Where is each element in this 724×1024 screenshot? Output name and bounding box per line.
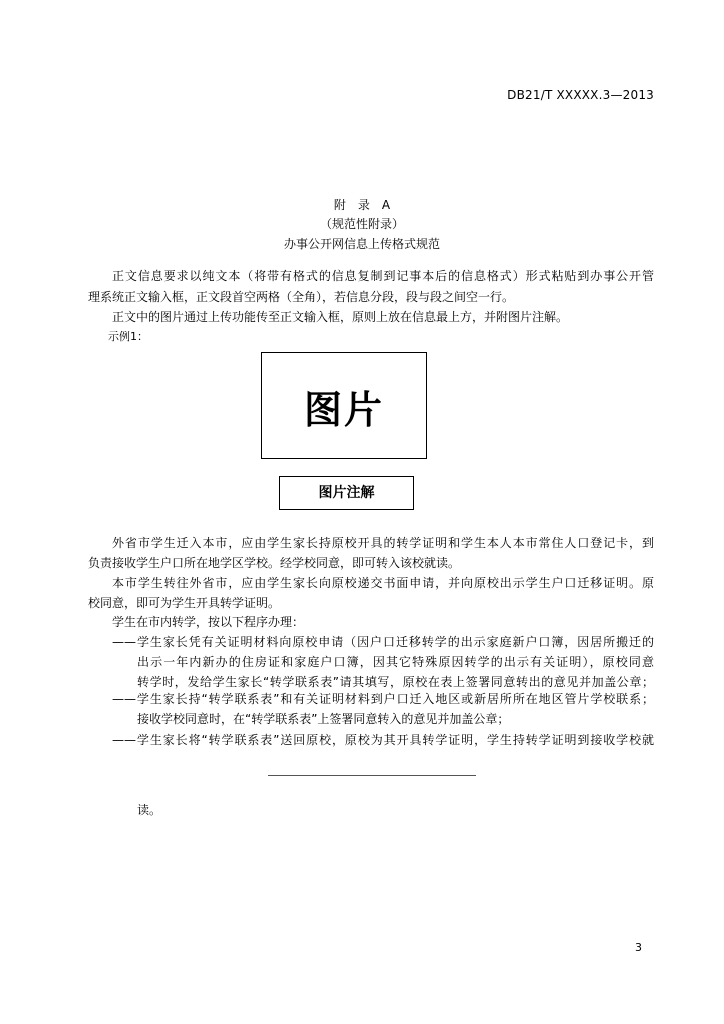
paragraph-4-line-1: 本市学生转往外省市，应由学生家长向原校递交书面申请，并向原校出示学生户口迁移证明。原 bbox=[112, 576, 654, 590]
end-rule bbox=[268, 775, 476, 776]
image-placeholder bbox=[261, 352, 427, 459]
list-item-1-line-3: 转学时，发给学生家长“转学联系表”请其填写，原校在表上签署同意转出的意见并加盖公章； bbox=[137, 675, 654, 689]
document-code: DB21/T XXXXX.3—2013 bbox=[507, 88, 654, 102]
paragraph-3-line-1: 外省市学生迁入本市，应由学生家长持原校开具的转学证明和学生本人本市常住人口登记卡，到 bbox=[112, 536, 654, 550]
list-item-2-line-1: ——学生家长持“转学联系表”和有关证明材料到户口迁入地区或新居所所在地区管片学校联系； bbox=[112, 692, 654, 706]
list-item-3-line-1: ——学生家长将“转学联系表”送回原校，原校为其开具转学证明，学生持转学证明到接收学校就 bbox=[112, 733, 654, 747]
paragraph-1-line-1: 正文信息要求以纯文本（将带有格式的信息复制到记事本后的信息格式）形式粘贴到办事公开管 bbox=[112, 269, 654, 283]
page-number: 3 bbox=[635, 941, 642, 954]
paragraph-1-line-2: 理系统正文输入框，正文段首空两格（全角），若信息分段，段与段之间空一行。 bbox=[88, 290, 515, 304]
list-item-3-continuation: 读。 bbox=[137, 803, 162, 817]
appendix-nature: （规范性附录） bbox=[319, 217, 404, 231]
paragraph-5: 学生在市内转学，按以下程序办理： bbox=[112, 615, 305, 629]
list-item-1-line-2: 出示一年内新办的住房证和家庭户口簿，因其它特殊原因转学的出示有关证明），原校同意 bbox=[137, 655, 654, 669]
paragraph-3-line-2: 负责接收学生户口所在地学区学校。经学校同意，即可转入该校就读。 bbox=[88, 556, 461, 570]
appendix-subject: 办事公开网信息上传格式规范 bbox=[283, 237, 440, 251]
list-item-2-line-2: 接收学校同意时，在“转学联系表”上签署同意转入的意见并加盖公章； bbox=[137, 712, 510, 726]
image-placeholder-label: 图片 bbox=[303, 388, 384, 432]
paragraph-4-line-2: 校同意，即可为学生开具转学证明。 bbox=[88, 596, 281, 610]
list-item-1-line-1: ——学生家长凭有关证明材料向原校申请（因户口迁移转学的出示家庭新户口簿，因居所搬迁的 bbox=[112, 635, 654, 649]
paragraph-2: 正文中的图片通过上传功能传至正文输入框，原则上放在信息最上方，并附图片注解。 bbox=[112, 310, 569, 324]
image-caption: 图片注解 bbox=[279, 476, 414, 510]
example-label: 示例1： bbox=[108, 330, 148, 343]
appendix-title: 附 录 A bbox=[333, 198, 391, 212]
